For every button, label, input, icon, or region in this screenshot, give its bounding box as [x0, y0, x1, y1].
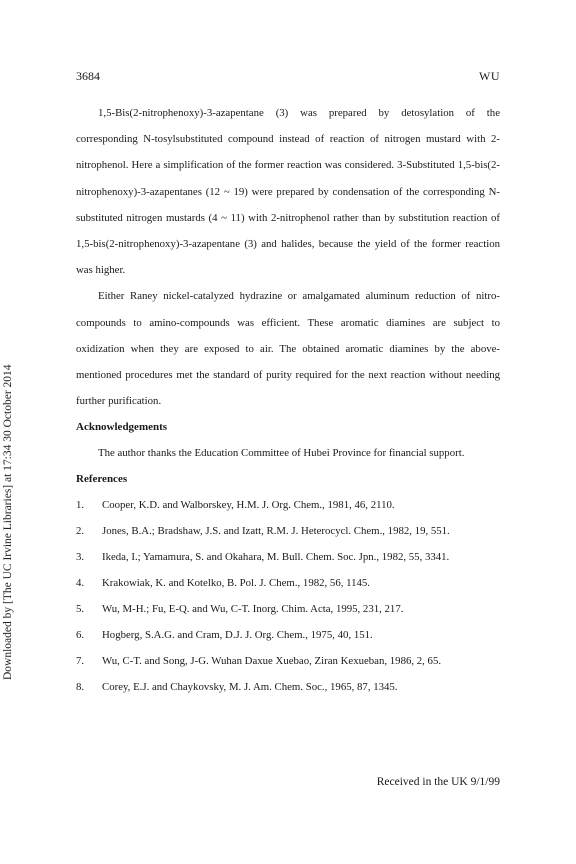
reference-item — [76, 518, 500, 544]
reference-text: Hogberg, S.A.G. and Cram, D.J. J. Org. Chem., 1975, 40, 151. — [102, 629, 373, 642]
running-head: WU — [479, 69, 500, 83]
references-heading: References — [76, 473, 128, 486]
acknowledgements-heading: Acknowledgements — [76, 421, 168, 434]
download-stamp: Downloaded by [The UC Irvine Libraries] at 17:34 30 October 2014 — [2, 364, 14, 680]
acknowledgements-text: The author thanks the Education Committee of Hubei Province for financial support. — [98, 447, 465, 460]
reference-number: 8. — [76, 681, 85, 694]
reference-item — [76, 570, 500, 596]
reference-number: 1. — [76, 499, 85, 512]
page-number: 3684 — [76, 69, 100, 83]
reference-list — [76, 492, 500, 700]
reference-item — [76, 596, 500, 622]
reference-number: 7. — [76, 655, 85, 668]
reference-text: Cooper, K.D. and Walborskey, H.M. J. Org. Chem., 1981, 46, 2110. — [102, 499, 395, 512]
paragraph-synthesis: 1,5-Bis(2-nitrophenoxy)-3-azapentane (3) was prepared by detosylation of the corresponding N-tosylsubstituted compound instead of reaction of nitrogen mustard with 2-nitrophenol. Here a simplification of the former reaction was considered. 3-Substituted 1,5-bis(2-nitrophenoxy)-3-azapentanes (12 ~ 19) were prepared by condensation of the corresponding N-substituted nitrogen mustards (4 ~ 11) with 2-nitrophenol rather than by substitution reaction of 1,5-bis(2-nitrophenoxy)-3-azapentane (3) and halides, because the yield of the former reaction was higher. — [76, 107, 500, 277]
reference-item — [76, 622, 500, 648]
reference-number: 5. — [76, 603, 85, 616]
paragraph-reduction: Either Raney nickel-catalyzed hydrazine or amalgamated aluminum reduction of nitro-compounds to amino-compounds was efficient. These aromatic diamines are subject to oxidization when they are exposed to air. The obtained aromatic diamines by the above-mentioned procedures met the standard of purity required for the next reaction without needing further purification. — [76, 290, 500, 408]
article-body — [76, 100, 500, 700]
reference-number: 2. — [76, 525, 85, 538]
reference-text: Wu, M-H.; Fu, E-Q. and Wu, C-T. Inorg. Chim. Acta, 1995, 231, 217. — [102, 603, 404, 616]
reference-text: Ikeda, I.; Yamamura, S. and Okahara, M. Bull. Chem. Soc. Jpn., 1982, 55, 3341. — [102, 551, 450, 564]
reference-item — [76, 648, 500, 674]
reference-item — [76, 544, 500, 570]
reference-text: Corey, E.J. and Chaykovsky, M. J. Am. Chem. Soc., 1965, 87, 1345. — [102, 681, 398, 694]
reference-number: 3. — [76, 551, 85, 564]
reference-number: 6. — [76, 629, 85, 642]
reference-number: 4. — [76, 577, 85, 590]
received-date: Received in the UK 9/1/99 — [376, 776, 500, 788]
reference-text: Jones, B.A.; Bradshaw, J.S. and Izatt, R.M. J. Heterocycl. Chem., 1982, 19, 551. — [102, 525, 450, 538]
reference-item — [76, 492, 500, 518]
reference-item — [76, 674, 500, 700]
reference-text: Wu, C-T. and Song, J-G. Wuhan Daxue Xuebao, Ziran Kexueban, 1986, 2, 65. — [102, 655, 442, 668]
reference-text: Krakowiak, K. and Kotelko, B. Pol. J. Chem., 1982, 56, 1145. — [102, 577, 371, 590]
